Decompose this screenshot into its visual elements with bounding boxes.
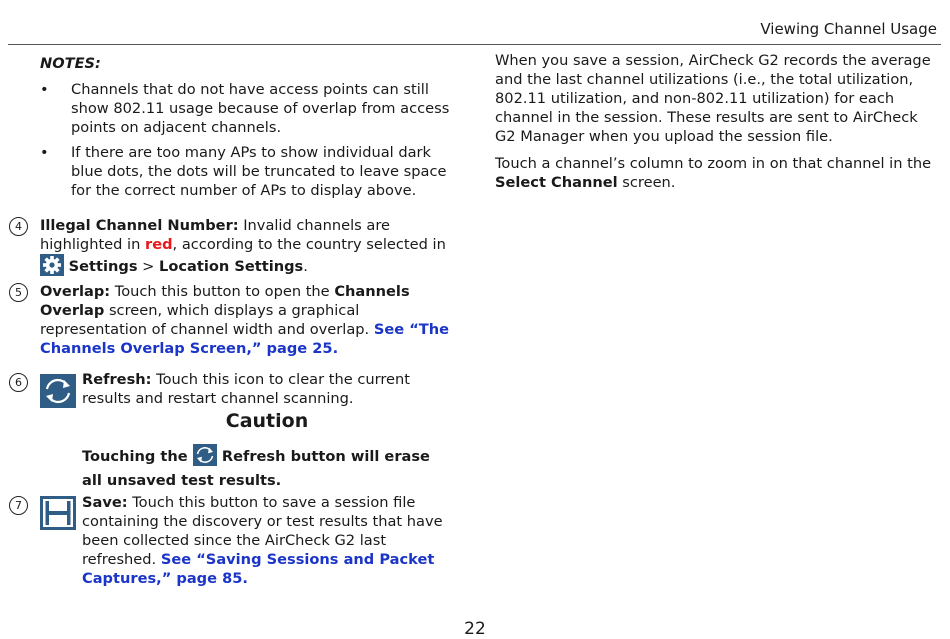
save-description <box>82 493 452 588</box>
overlap-title: Overlap: <box>40 283 111 300</box>
session-save-paragraph: When you save a session, AirCheck G2 records the average and the last channel utilizations (i.e., the total utilization, 802.11 utilization, and non-802.11 utilization) for each channel in the session. These results are sent to AirCheck G2 Manager when you upload the session file. <box>495 52 931 145</box>
red-word: red <box>145 236 173 253</box>
gear-icon <box>40 254 64 281</box>
zoom-channel-end: screen. <box>617 174 676 191</box>
refresh-icon <box>40 374 76 413</box>
select-channel-screen-name: Select Channel <box>495 174 618 191</box>
sentence-end: . <box>303 258 308 275</box>
save-title: Save: <box>82 494 128 511</box>
save-icon <box>40 496 76 535</box>
overlap-description <box>40 282 452 358</box>
page-header-title: Viewing Channel Usage <box>760 20 937 38</box>
breadcrumb-separator: > <box>137 258 160 275</box>
channels-overlap-screen-name: Channels Overlap <box>40 283 410 319</box>
zoom-channel-text: Touch a channel’s column to zoom in on that channel in the <box>495 155 932 172</box>
page-number: 22 <box>464 619 486 639</box>
illegal-channel-description <box>40 216 450 281</box>
header-divider <box>8 44 941 45</box>
refresh-icon <box>193 444 217 471</box>
illegal-channel-text-2: , according to the country selected in <box>172 236 446 253</box>
zoom-channel-paragraph <box>495 154 940 192</box>
notes-title: NOTES: <box>40 55 101 72</box>
saving-sessions-link[interactable]: See “Saving Sessions and Packet Captures,” page 85. <box>82 551 435 587</box>
notes-item: • Channels that do not have access points can still show 802.11 usage because of overlap from access points on adjacent channels. <box>40 80 450 137</box>
save-text: Touch this button to save a session file containing the discovery or test results that have been collected since the AirCheck G2 last refreshed. <box>82 494 443 568</box>
notes-item: • If there are too many APs to show individual dark blue dots, the dots will be truncated to leave space for the correct number of APs to display above. <box>40 143 450 200</box>
location-settings-label: Location Settings <box>159 258 304 275</box>
callout-number-4: 4 <box>9 217 28 236</box>
illegal-channel-title: Illegal Channel Number: <box>40 217 239 234</box>
notes-list <box>40 80 450 206</box>
caution-text <box>82 444 452 490</box>
refresh-text: Touch this icon to clear the current results and restart channel scanning. <box>82 371 410 407</box>
channels-overlap-link[interactable]: See “The Channels Overlap Screen,” page 25. <box>40 321 450 357</box>
refresh-title: Refresh: <box>82 371 152 388</box>
callout-number-7: 7 <box>9 496 28 515</box>
caution-text-part-2: Refresh button will erase all unsaved test results. <box>82 448 430 489</box>
illegal-channel-text: Invalid channels are highlighted in <box>40 217 390 253</box>
callout-number-6: 6 <box>9 373 28 392</box>
caution-text-part-1: Touching the <box>82 448 193 465</box>
overlap-text-2: screen, which displays a graphical representation of channel width and overlap. <box>40 302 374 338</box>
refresh-description <box>82 370 452 408</box>
callout-number-5: 5 <box>9 283 28 302</box>
settings-label: Settings <box>68 258 138 275</box>
caution-title: Caution <box>225 410 309 432</box>
overlap-text: Touch this button to open the <box>110 283 335 300</box>
